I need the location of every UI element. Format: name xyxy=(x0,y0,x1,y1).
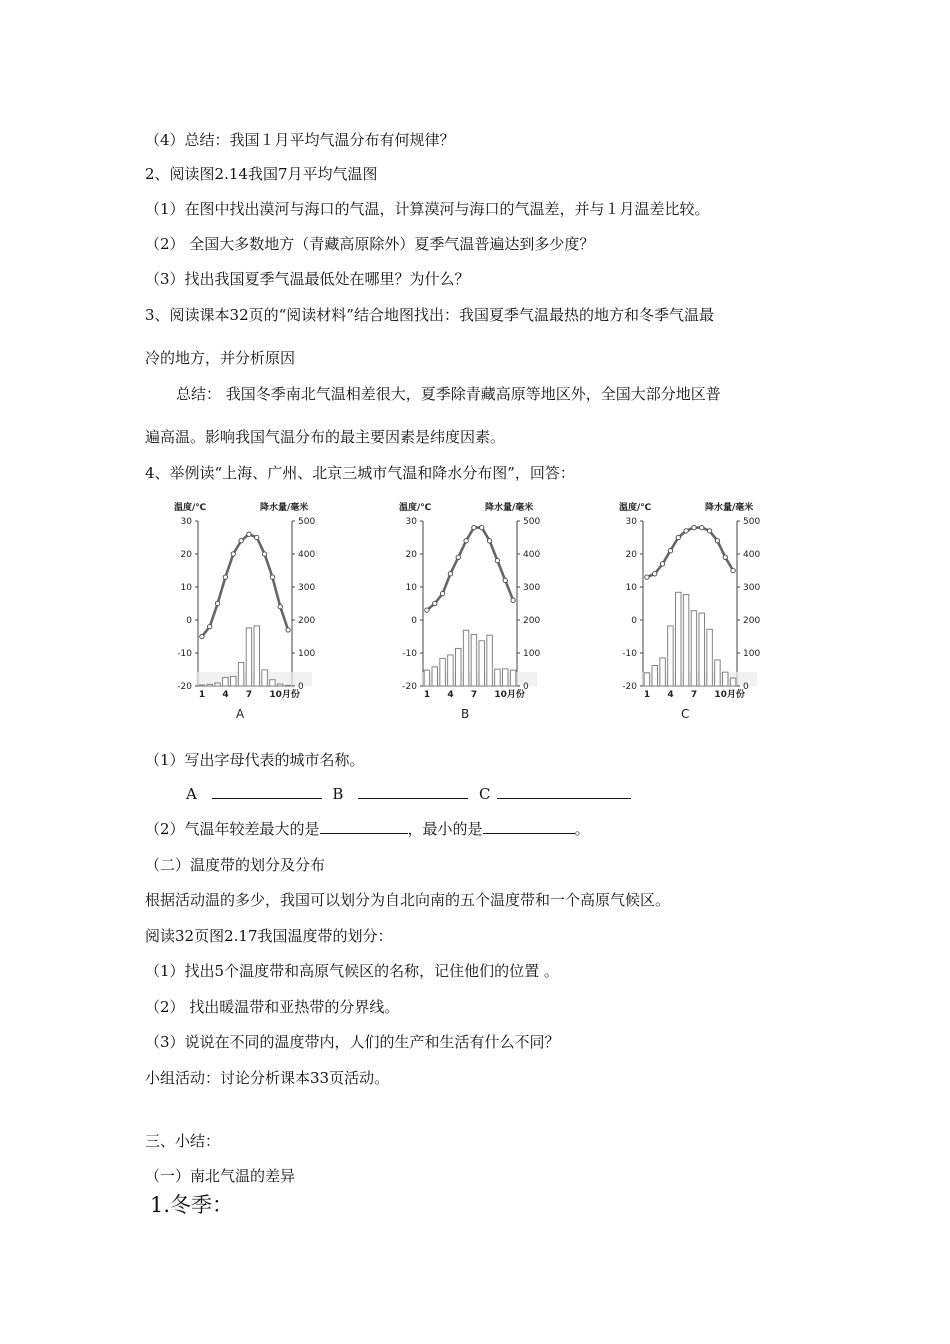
climate-chart-a xyxy=(160,497,370,732)
q2-prefix: （2）气温年较差最大的是 xyxy=(145,820,320,838)
tick-label-right: 300 xyxy=(743,583,761,593)
section-heading: 三、小结： xyxy=(145,1132,221,1150)
temperature-point xyxy=(503,578,507,582)
tick-label-left: -20 xyxy=(177,682,192,692)
temperature-point xyxy=(425,608,429,612)
tick-label-left: 0 xyxy=(186,616,192,626)
answer-blank-b[interactable] xyxy=(358,784,468,799)
tick-label-right: 200 xyxy=(743,616,761,626)
tick-label-right: 300 xyxy=(298,583,316,593)
precipitation-bar xyxy=(246,628,251,686)
y-axis-label-left: 温度/℃ xyxy=(619,503,652,513)
y-axis-label-left: 温度/℃ xyxy=(174,503,207,513)
tick-label-right: 200 xyxy=(523,616,541,626)
summary-line: 总结： 我国冬季南北气温相差很大，夏季除青藏高原等地区外，全国大部分地区普 xyxy=(176,385,721,403)
tick-label-right: 0 xyxy=(523,682,529,692)
tick-label-x: 4 xyxy=(667,690,674,700)
climate-chart-c xyxy=(605,497,815,732)
tick-label-left: -10 xyxy=(622,649,637,659)
text-line: （3）找出我国夏季气温最低处在哪里？为什么？ xyxy=(145,270,470,288)
precipitation-bar xyxy=(278,684,283,686)
temperature-point xyxy=(223,575,227,579)
text-line: 3、阅读课本32页的“阅读材料”结合地图找出：我国夏季气温最热的地方和冬季气温最 xyxy=(145,306,714,324)
temperature-point xyxy=(684,529,688,533)
precipitation-bar xyxy=(270,680,275,686)
precipitation-bar xyxy=(223,677,228,686)
tick-label-x: 7 xyxy=(690,690,698,700)
text-line: 小组活动：讨论分析课本33页活动。 xyxy=(145,1069,390,1087)
temperature-point xyxy=(668,549,672,553)
temperature-point xyxy=(715,539,719,543)
temperature-point xyxy=(247,532,251,536)
temperature-point xyxy=(262,552,266,556)
precipitation-bar xyxy=(463,630,468,686)
tick-label-right: 400 xyxy=(298,550,316,560)
question-line xyxy=(145,819,590,839)
temperature-point xyxy=(472,525,476,529)
answer-label-c: C xyxy=(479,785,491,803)
tick-label-right: 500 xyxy=(298,517,316,527)
temperature-point xyxy=(208,624,212,628)
temperature-point xyxy=(480,525,484,529)
precipitation-bar xyxy=(503,669,508,686)
precipitation-bar xyxy=(691,611,696,686)
tick-label-right: 200 xyxy=(298,616,316,626)
temperature-point xyxy=(448,572,452,576)
tick-label-left: 10 xyxy=(625,583,637,593)
text-line: 根据活动温的多少，我国可以划分为自北向南的五个温度带和一个高原气候区。 xyxy=(145,891,671,909)
tick-label-left: 10 xyxy=(180,583,192,593)
temperature-point xyxy=(692,525,696,529)
text-line: （4）总结：我国１月平均气温分布有何规律？ xyxy=(145,131,455,149)
precipitation-bar xyxy=(456,648,461,686)
precipitation-bar xyxy=(231,676,236,686)
temperature-point xyxy=(653,572,657,576)
tick-label-x: 4 xyxy=(222,690,229,700)
answer-line xyxy=(186,784,631,804)
temperature-point xyxy=(487,539,491,543)
precipitation-bar xyxy=(424,670,429,686)
temperature-point xyxy=(440,591,444,595)
temperature-point xyxy=(278,605,282,609)
section-heading: （二）温度带的划分及分布 xyxy=(145,856,326,874)
tick-label-x: 1 xyxy=(198,690,206,700)
tick-label-left: 0 xyxy=(411,616,417,626)
tick-label-left: -10 xyxy=(402,649,417,659)
q2-middle: ，最小的是 xyxy=(407,820,483,838)
answer-blank-min[interactable] xyxy=(483,819,575,834)
precipitation-bar xyxy=(238,663,243,686)
answer-blank-c[interactable] xyxy=(497,784,631,799)
temperature-line xyxy=(202,534,288,636)
precipitation-bar xyxy=(660,658,665,686)
chart-caption: B xyxy=(461,707,470,721)
tick-label-x: 4 xyxy=(447,690,454,700)
temperature-point xyxy=(707,529,711,533)
tick-label-left: -20 xyxy=(622,682,637,692)
tick-label-left: 30 xyxy=(405,517,417,527)
answer-label-a: A xyxy=(186,785,197,803)
temperature-point xyxy=(495,558,499,562)
temperature-point xyxy=(645,575,649,579)
tick-label-right: 400 xyxy=(743,550,761,560)
answer-label-b: B xyxy=(332,785,344,803)
chart-caption: A xyxy=(236,707,245,721)
text-line: 阅读32页图2.17我国温度带的划分： xyxy=(145,927,393,945)
precipitation-bar xyxy=(487,635,492,686)
temperature-line xyxy=(647,528,733,578)
precipitation-bar xyxy=(199,685,204,686)
precipitation-bar xyxy=(699,613,704,686)
precipitation-bar xyxy=(262,670,267,686)
question-line: （1）写出字母代表的城市名称。 xyxy=(145,751,365,769)
precipitation-bar xyxy=(479,641,484,686)
tick-label-right: 100 xyxy=(743,649,761,659)
tick-label-left: 30 xyxy=(625,517,637,527)
tick-label-right: 100 xyxy=(523,649,541,659)
temperature-point xyxy=(676,535,680,539)
tick-label-right: 500 xyxy=(743,517,761,527)
y-axis-label-right: 降水量/毫米 xyxy=(260,503,309,513)
tick-label-left: -20 xyxy=(402,682,417,692)
tick-label-x: 7 xyxy=(245,690,253,700)
text-line: （2） 找出暖温带和亚热带的分界线。 xyxy=(145,998,400,1016)
precipitation-bar xyxy=(471,635,476,686)
answer-blank-max[interactable] xyxy=(320,819,408,834)
tick-label-x: 1 xyxy=(423,690,431,700)
tick-label-left: 0 xyxy=(631,616,637,626)
precipitation-bar xyxy=(707,629,712,686)
answer-blank-a[interactable] xyxy=(212,784,322,799)
precipitation-bar xyxy=(495,669,500,686)
precipitation-bar xyxy=(715,660,720,686)
list-item: 1.冬季： xyxy=(150,1193,234,1217)
precipitation-bar xyxy=(285,685,290,686)
precipitation-bar xyxy=(432,667,437,686)
tick-label-x: 10月份 xyxy=(714,690,745,700)
precipitation-bar xyxy=(254,626,259,686)
tick-label-right: 100 xyxy=(298,649,316,659)
tick-label-x: 1 xyxy=(643,690,651,700)
precipitation-bar xyxy=(668,626,673,686)
climate-chart-b xyxy=(385,497,595,732)
summary-line: 遍高温。影响我国气温分布的最主要因素是纬度因素。 xyxy=(145,428,506,446)
text-line: （1）找出5个温度带和高原气候区的名称，记住他们的位置 。 xyxy=(145,962,559,980)
tick-label-left: 30 xyxy=(180,517,192,527)
tick-label-right: 300 xyxy=(523,583,541,593)
tick-label-right: 0 xyxy=(298,682,304,692)
tick-label-x: 10月份 xyxy=(269,690,300,700)
temperature-point xyxy=(239,539,243,543)
precipitation-bar xyxy=(510,670,515,686)
precipitation-bar xyxy=(207,684,212,686)
y-axis-label-right: 降水量/毫米 xyxy=(485,503,534,513)
precipitation-bar xyxy=(215,683,220,686)
temperature-point xyxy=(286,628,290,632)
precipitation-bar xyxy=(730,678,735,686)
tick-label-left: 10 xyxy=(405,583,417,593)
text-line: （3）说说在不同的温度带内，人们的生产和生活有什么不同？ xyxy=(145,1033,560,1051)
temperature-line xyxy=(427,528,513,611)
subsection-heading: （一）南北气温的差异 xyxy=(145,1167,296,1185)
text-line: （2） 全国大多数地方（青藏高原除外）夏季气温普遍达到多少度？ xyxy=(145,235,595,253)
y-axis-label-left: 温度/℃ xyxy=(399,503,432,513)
text-line: 冷的地方，并分析原因 xyxy=(145,349,296,367)
tick-label-x: 7 xyxy=(470,690,478,700)
tick-label-left: 20 xyxy=(625,550,637,560)
precipitation-bar xyxy=(448,655,453,686)
text-line: （1）在图中找出漠河与海口的气温，计算漠河与海口的气温差，并与１月温差比较。 xyxy=(145,200,710,218)
temperature-point xyxy=(215,601,219,605)
text-line: 4、举例读“上海、广州、北京三城市气温和降水分布图”，回答： xyxy=(145,464,575,482)
tick-label-right: 400 xyxy=(523,550,541,560)
precipitation-bar xyxy=(676,592,681,686)
temperature-point xyxy=(231,552,235,556)
precipitation-bar xyxy=(683,595,688,686)
y-axis-label-right: 降水量/毫米 xyxy=(705,503,754,513)
tick-label-x: 10月份 xyxy=(494,690,525,700)
chart-caption: C xyxy=(681,707,690,721)
temperature-point xyxy=(511,598,515,602)
q2-end: 。 xyxy=(574,820,590,838)
tick-label-left: -10 xyxy=(177,649,192,659)
temperature-point xyxy=(660,562,664,566)
temperature-point xyxy=(700,525,704,529)
temperature-point xyxy=(731,568,735,572)
temperature-point xyxy=(200,634,204,638)
precipitation-bar xyxy=(652,666,657,686)
temperature-point xyxy=(456,555,460,559)
temperature-point xyxy=(433,601,437,605)
tick-label-right: 0 xyxy=(743,682,749,692)
precipitation-bar xyxy=(440,658,445,686)
tick-label-right: 500 xyxy=(523,517,541,527)
temperature-point xyxy=(270,575,274,579)
precipitation-bar xyxy=(723,672,728,686)
tick-label-left: 20 xyxy=(180,550,192,560)
precipitation-bar xyxy=(644,673,649,686)
text-line: 2、阅读图2.14我国7月平均气温图 xyxy=(145,165,378,183)
tick-label-left: 20 xyxy=(405,550,417,560)
temperature-point xyxy=(464,539,468,543)
temperature-point xyxy=(723,555,727,559)
temperature-point xyxy=(255,535,259,539)
